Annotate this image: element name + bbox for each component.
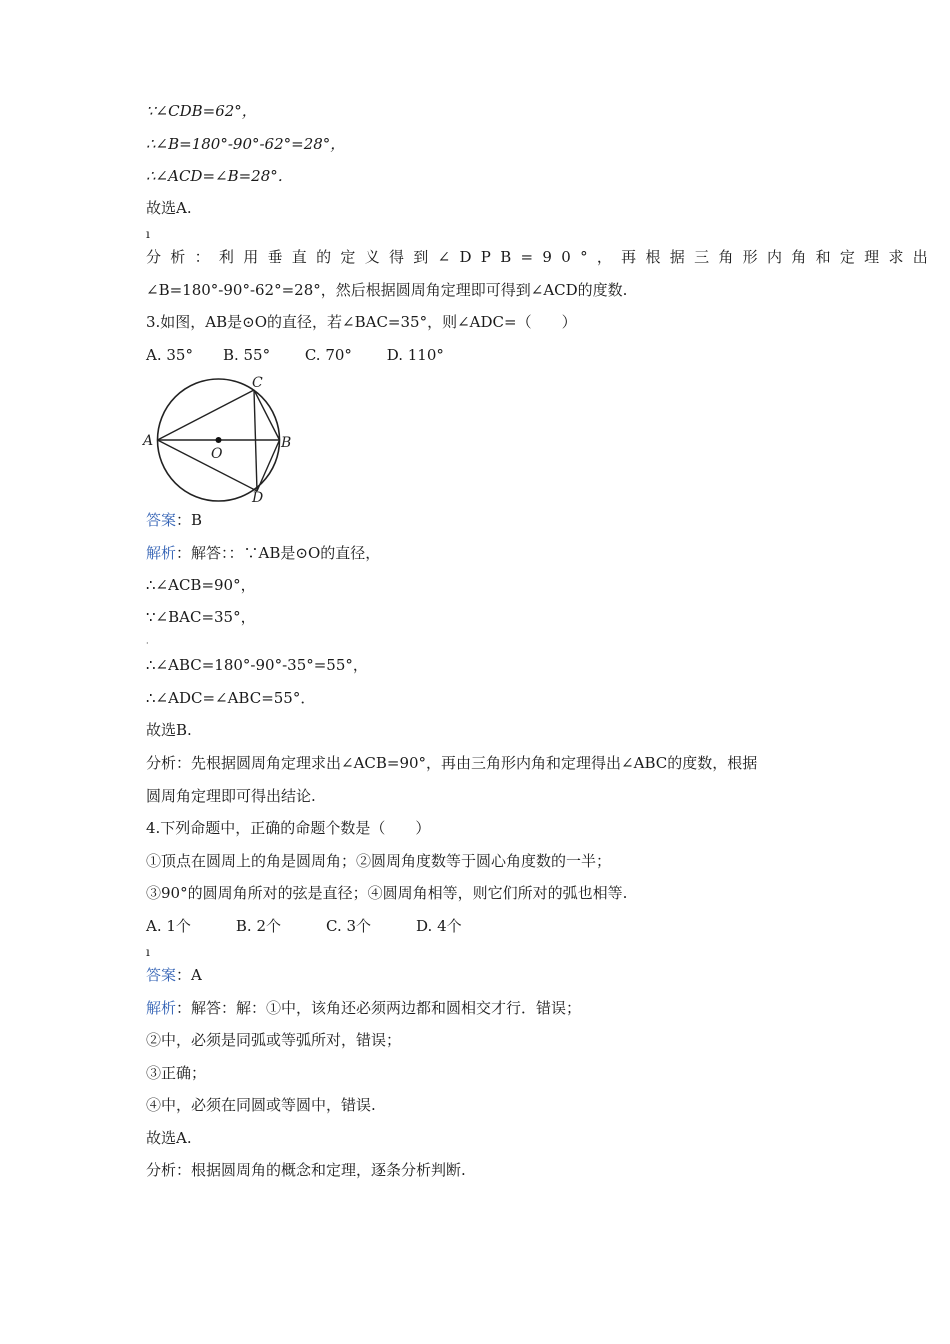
question-3-options: A. 35° B. 55° C. 70° D. 110°: [146, 346, 444, 364]
solution-4-step1: ②中，必须是同弧或等弧所对，错误；: [146, 1031, 402, 1049]
solution-label: 解析: [146, 544, 177, 562]
answer-value: ：B: [176, 511, 203, 529]
label-a: A: [143, 433, 154, 449]
chord-ad: [158, 440, 258, 491]
circle-figure: [140, 370, 300, 505]
question-4-options: A. 1个 B. 2个 C. 3个 D. 4个: [146, 917, 462, 935]
chord-db: [257, 440, 280, 491]
solution-3-step1: ∴∠ACB=90°，: [146, 576, 256, 594]
solution-label: 解析: [146, 999, 177, 1017]
line-choose-a-prev: 故选A.: [146, 199, 192, 217]
solution-4-step2: ③正确；: [146, 1064, 207, 1082]
line-cdb: ∵∠CDB=62°，: [146, 102, 257, 120]
question-4-prop2: ③90°的圆周角所对的弦是直径；④圆周角相等，则它们所对的弧也相等.: [146, 884, 628, 902]
answer-3: [146, 510, 202, 530]
answer-4: [146, 965, 202, 985]
tick-mark-small: ·: [146, 639, 149, 648]
chord-cb: [254, 390, 280, 440]
solution-3-step4: ∴∠ADC=∠ABC=55°．: [146, 689, 316, 707]
question-4-prop1: ①顶点在圆周上的角是圆周角；②圆周角度数等于圆心角度数的一半；: [146, 852, 612, 870]
solution-3-step3: ∴∠ABC=180°-90°-35°=55°，: [146, 656, 368, 674]
label-c: C: [252, 375, 263, 391]
question-3-stem: 3.如图，AB是⊙O的直径，若∠BAC=35°，则∠ADC=（ ）: [146, 313, 577, 331]
solution-4: [146, 998, 581, 1018]
line-acd: ∴∠ACD=∠B=28°．: [146, 167, 293, 185]
answer-label: 答案: [146, 966, 177, 984]
label-o: O: [211, 446, 223, 462]
analysis-4: 分析：根据圆周角的概念和定理，逐条分析判断.: [146, 1161, 466, 1179]
solution-3-step2: ∵∠BAC=35°，: [146, 608, 256, 626]
question-4-stem: 4.下列命题中，正确的命题个数是（ ）: [146, 819, 431, 837]
answer-label: 答案: [146, 511, 177, 529]
analysis-prev-line2: ∠B=180°-90°-62°=28°，然后根据圆周角定理即可得到∠ACD的度数.: [146, 281, 628, 299]
label-b: B: [281, 435, 292, 451]
analysis-3-line2: 圆周角定理即可得出结论.: [146, 787, 316, 805]
chord-ac: [158, 390, 255, 440]
center-point: [216, 437, 222, 443]
analysis-3-line1: 分析：先根据圆周角定理求出∠ACB=90°，再由三角形内角和定理得出∠ABC的度数，根据: [146, 754, 758, 772]
label-d: D: [252, 490, 264, 505]
solution-value: ：解答：：∵AB是⊙O的直径，: [176, 544, 381, 562]
line-b-calc: ∴∠B=180°-90°-62°=28°，: [146, 135, 346, 153]
choose-b: 故选B.: [146, 721, 192, 739]
tick-mark: ı: [146, 227, 150, 241]
solution-3: [146, 543, 380, 563]
answer-value: ：A: [176, 966, 202, 984]
choose-a: 故选A.: [146, 1129, 192, 1147]
tick-mark: ı: [146, 945, 150, 959]
solution-4-step3: ④中，必须在同圆或等圆中，错误.: [146, 1096, 376, 1114]
solution-value: ：解答：解：①中，该角还必须两边都和圆相交才行．错误；: [176, 999, 582, 1017]
analysis-prev-line1: 分析：利用垂直的定义得到∠DPB=90°，再根据三角形内角和定理求出: [146, 248, 938, 266]
